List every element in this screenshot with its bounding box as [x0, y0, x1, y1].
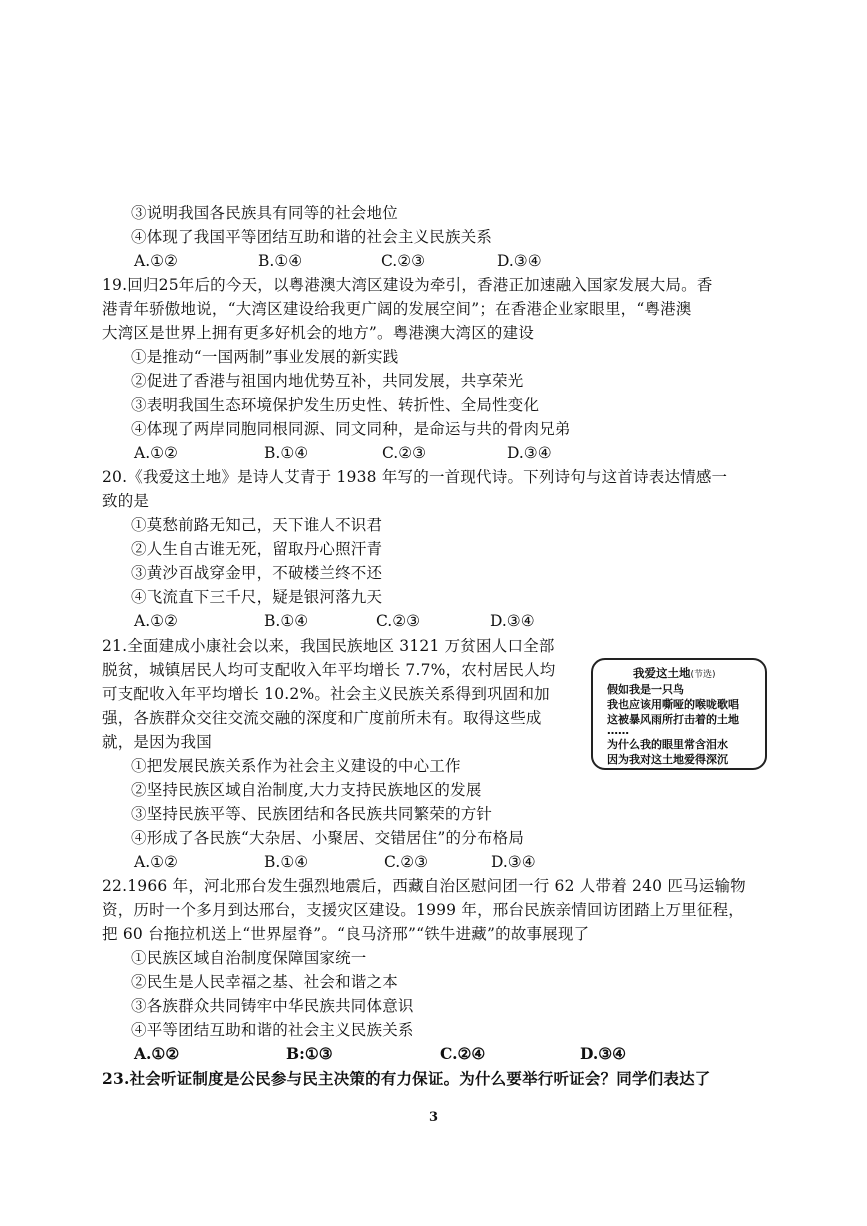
- q19-option-4: ④体现了两岸同胞同根同源、同文同种，是命运与共的骨肉兄弟: [131, 420, 571, 438]
- q22-choice-c: C.②④: [440, 1044, 486, 1063]
- q22-option-4: ④平等团结互助和谐的社会主义民族关系: [131, 1021, 414, 1039]
- q21-stem-line-1: 21.全面建成小康社会以来，我国民族地区 3121 万贫困人口全部: [102, 637, 555, 655]
- q20-choice-b: B.①④: [264, 612, 309, 630]
- q19-option-3: ③表明我国生态环境保护发生历史性、转折性、全局性变化: [131, 396, 540, 414]
- q20-choice-c: C.②③: [376, 612, 421, 630]
- q20-stem-line-1: 20.《我爱这土地》是诗人艾青于 1938 年写的一首现代诗。下列诗句与这首诗表达情感一: [102, 468, 728, 486]
- q20-option-1: ①莫愁前路无知己，天下谁人不识君: [131, 516, 383, 534]
- q20-option-3: ③黄沙百战穿金甲，不破楼兰终不还: [131, 564, 383, 582]
- q21-option-3: ③坚持民族平等、民族团结和各民族共同繁荣的方针: [131, 805, 493, 823]
- q22-stem-line-3: 把 60 台拖拉机送上“世界屋脊”。“良马济邢”“铁牛进藏”的故事展现了: [102, 925, 590, 943]
- q21-stem-line-5: 就，是因为我国: [102, 733, 212, 751]
- poem-excerpt-box: [591, 658, 767, 770]
- q18-choice-b: B.①④: [258, 252, 303, 270]
- q22-choice-d: D.③④: [580, 1044, 627, 1063]
- q21-stem-line-2: 脱贫，城镇居民人均可支配收入年平均增长 7.7%，农村居民人均: [102, 661, 556, 679]
- poem-line-5: 为什么我的眼里常含泪水: [607, 738, 728, 751]
- q18-choice-d: D.③④: [497, 252, 542, 270]
- q19-option-1: ①是推动“一国两制”事业发展的新实践: [131, 348, 399, 366]
- poem-line-1: 假如我是一只鸟: [607, 683, 684, 696]
- q21-choice-d: D.③④: [491, 853, 536, 871]
- poem-title: [633, 665, 716, 681]
- q20-option-4: ④飞流直下三千尺，疑是银河落九天: [131, 588, 383, 606]
- q19-stem-line-2: 港青年骄傲地说，“大湾区建设给我更广阔的发展空间”；在香港企业家眼里，“粤港澳: [102, 300, 692, 318]
- q22-choice-b: B:①③: [286, 1044, 333, 1063]
- q22-choice-a: A.①②: [134, 1044, 180, 1063]
- q19-stem-line-1: 19.回归25年后的今天，以粤港澳大湾区建设为牵引，香港正加速融入国家发展大局。香: [102, 276, 713, 294]
- poem-line-4: ……: [607, 724, 629, 737]
- q19-choice-b: B.①④: [264, 444, 309, 462]
- page-number: 3: [428, 1110, 439, 1125]
- poem-subtitle: (节选): [690, 670, 716, 680]
- q21-choice-b: B.①④: [264, 853, 309, 871]
- q18-option-3: ③说明我国各民族具有同等的社会地位: [131, 204, 398, 222]
- q21-choice-c: C.②③: [384, 853, 429, 871]
- q22-stem-line-2: 资，历时一个多月到达邢台，支援灾区建设。1999 年，邢台民族亲情回访团踏上万里征程，: [102, 901, 744, 919]
- q19-choice-c: C.②③: [382, 444, 427, 462]
- q22-option-1: ①民族区域自治制度保障国家统一: [131, 949, 367, 967]
- q21-option-1: ①把发展民族关系作为社会主义建设的中心工作: [131, 757, 461, 775]
- q23-stem-line-1: 23.社会听证制度是公民参与民主决策的有力保证。为什么要举行听证会？同学们表达了: [102, 1069, 711, 1088]
- poem-line-3: 这被暴风雨所打击着的土地: [607, 713, 739, 726]
- q19-choice-a: A.①②: [134, 444, 178, 462]
- q18-choice-a: A.①②: [134, 252, 178, 270]
- poem-line-6: 因为我对这土地爱得深沉: [607, 753, 728, 766]
- q22-stem-line-1: 22.1966 年，河北邢台发生强烈地震后，西藏自治区慰问团一行 62 人带着 240 匹马运输物: [102, 877, 746, 895]
- q22-option-3: ③各族群众共同铸牢中华民族共同体意识: [131, 997, 414, 1015]
- poem-line-2: 我也应该用嘶哑的喉咙歌唱: [607, 698, 739, 711]
- q21-choice-a: A.①②: [134, 853, 178, 871]
- q18-choice-c: C.②③: [381, 252, 426, 270]
- q19-choice-d: D.③④: [507, 444, 552, 462]
- q21-stem-line-3: 可支配收入年平均增长 10.2%。社会主义民族关系得到巩固和加: [102, 685, 550, 703]
- q20-option-2: ②人生自古谁无死，留取丹心照汗青: [131, 540, 383, 558]
- q21-stem-line-4: 强，各族群众交往交流交融的深度和广度前所未有。取得这些成: [102, 709, 542, 727]
- q20-choice-a: A.①②: [134, 612, 178, 630]
- q20-stem-line-2: 致的是: [102, 492, 150, 510]
- q22-option-2: ②民生是人民幸福之基、社会和谐之本: [131, 973, 398, 991]
- q21-option-2: ②坚持民族区域自治制度,大力支持民族地区的发展: [131, 781, 482, 799]
- q19-option-2: ②促进了香港与祖国内地优势互补，共同发展，共享荣光: [131, 372, 524, 390]
- q18-option-4: ④体现了我国平等团结互助和谐的社会主义民族关系: [131, 228, 493, 246]
- q21-option-4: ④形成了各民族“大杂居、小聚居、交错居住”的分布格局: [131, 829, 525, 847]
- q20-choice-d: D.③④: [490, 612, 535, 630]
- poem-title-text: 我爱这土地: [633, 666, 691, 680]
- q19-stem-line-3: 大湾区是世界上拥有更多好机会的地方”。粤港澳大湾区的建设: [102, 324, 535, 342]
